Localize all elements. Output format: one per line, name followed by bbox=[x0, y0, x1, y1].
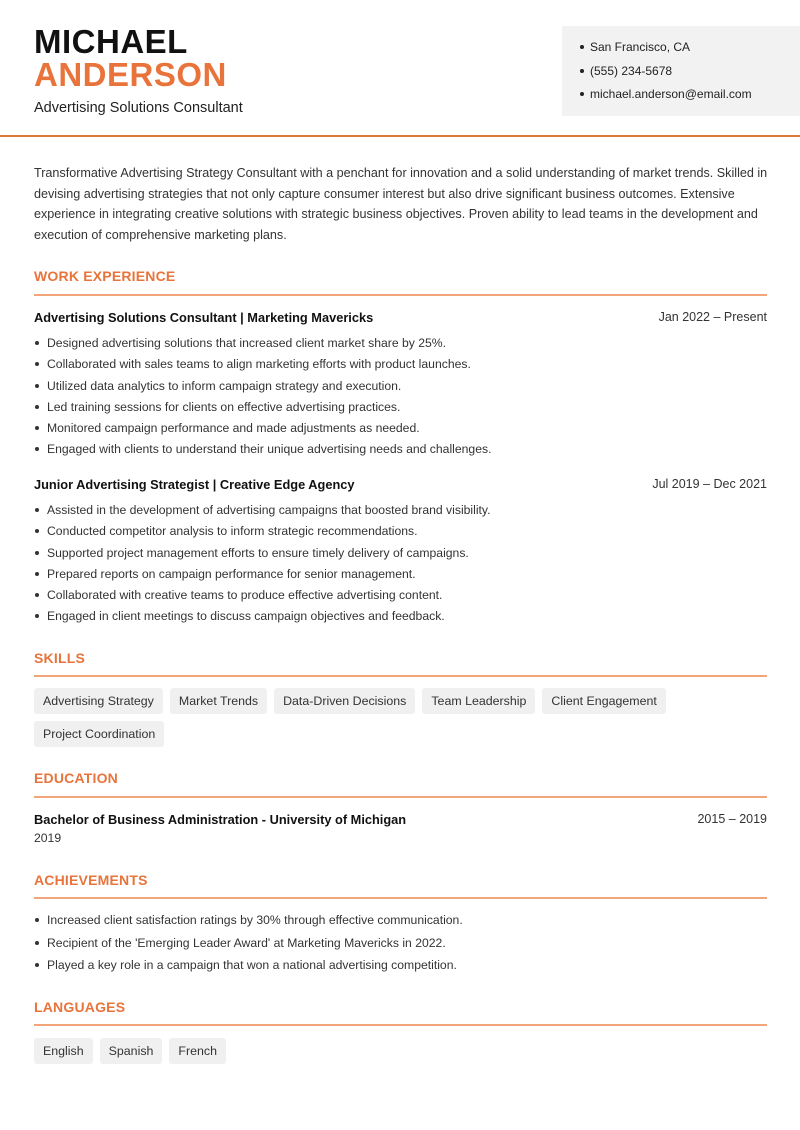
list-item: Collaborated with creative teams to produce effective advertising content. bbox=[34, 585, 767, 606]
education-entry bbox=[34, 812, 767, 827]
graduation-year: 2019 bbox=[34, 831, 62, 845]
job-bullets bbox=[34, 500, 767, 628]
job-bullets bbox=[34, 333, 767, 461]
resume-header bbox=[0, 0, 800, 137]
section-divider bbox=[34, 796, 767, 798]
list-item: Increased client satisfaction ratings by 30% through effective communication. bbox=[34, 910, 767, 933]
achievements-heading: ACHIEVEMENTS bbox=[34, 872, 148, 888]
list-item: Conducted competitor analysis to inform strategic recommendations. bbox=[34, 521, 767, 542]
list-item: Recipient of the 'Emerging Leader Award' at Marketing Mavericks in 2022. bbox=[34, 933, 767, 956]
skill-chip: Team Leadership bbox=[422, 688, 535, 714]
list-item: Led training sessions for clients on effective advertising practices. bbox=[34, 397, 767, 418]
skills-chips bbox=[34, 688, 767, 747]
work-experience-heading: WORK EXPERIENCE bbox=[34, 268, 176, 284]
language-chip: French bbox=[169, 1038, 226, 1064]
skill-chip: Data-Driven Decisions bbox=[274, 688, 415, 714]
job-role: Advertising Solutions Consultant | Marketing Mavericks bbox=[34, 310, 374, 325]
first-name: MICHAEL bbox=[34, 23, 188, 60]
job-header bbox=[34, 310, 767, 325]
education-dates: 2015 – 2019 bbox=[697, 812, 767, 826]
list-item: Supported project management efforts to ensure timely delivery of campaigns. bbox=[34, 543, 767, 564]
degree: Bachelor of Business Administration - University of Michigan bbox=[34, 812, 407, 827]
list-item: Monitored campaign performance and made adjustments as needed. bbox=[34, 418, 767, 439]
list-item: Collaborated with sales teams to align marketing efforts with product launches. bbox=[34, 354, 767, 375]
summary: Transformative Advertising Strategy Consultant with a penchant for innovation and a solid understanding of market trends. Skilled in devising advertising strategies that not only capture consumer interest but also drive significant business outcomes. Extensive experience in integrating creative solutions with strategic business objectives. Proven ability to lead teams in the development and execution of comprehensive marketing plans. bbox=[34, 166, 768, 242]
list-item: Assisted in the development of advertising campaigns that boosted brand visibility. bbox=[34, 500, 767, 521]
section-divider bbox=[34, 1024, 767, 1026]
job-header bbox=[34, 477, 767, 492]
section-divider bbox=[34, 294, 767, 296]
education-heading: EDUCATION bbox=[34, 770, 118, 786]
contact-location: San Francisco, CA bbox=[580, 36, 800, 60]
contact-email[interactable]: michael.anderson@email.com bbox=[580, 83, 800, 107]
language-chip: English bbox=[34, 1038, 93, 1064]
skill-chip: Client Engagement bbox=[542, 688, 665, 714]
skill-chip: Advertising Strategy bbox=[34, 688, 163, 714]
skill-chip: Market Trends bbox=[170, 688, 267, 714]
languages-heading: LANGUAGES bbox=[34, 999, 126, 1015]
job-title: Advertising Solutions Consultant bbox=[34, 100, 243, 116]
list-item: Prepared reports on campaign performance for senior management. bbox=[34, 564, 767, 585]
list-item: Utilized data analytics to inform campaign strategy and execution. bbox=[34, 376, 767, 397]
skills-heading: SKILLS bbox=[34, 650, 85, 666]
job-dates: Jan 2022 – Present bbox=[658, 310, 767, 324]
list-item: Played a key role in a campaign that won a national advertising competition. bbox=[34, 955, 767, 978]
job-dates: Jul 2019 – Dec 2021 bbox=[652, 477, 767, 491]
language-chips bbox=[34, 1038, 767, 1064]
list-item: Engaged with clients to understand their unique advertising needs and challenges. bbox=[34, 439, 767, 460]
section-divider bbox=[34, 675, 767, 677]
list-item: Engaged in client meetings to discuss campaign objectives and feedback. bbox=[34, 606, 767, 627]
list-item: Designed advertising solutions that increased client market share by 25%. bbox=[34, 333, 767, 354]
job-role: Junior Advertising Strategist | Creative Edge Agency bbox=[34, 477, 355, 492]
last-name: ANDERSON bbox=[34, 56, 227, 93]
skill-chip: Project Coordination bbox=[34, 721, 164, 747]
section-divider bbox=[34, 897, 767, 899]
contact-box bbox=[562, 26, 800, 116]
achievements-list bbox=[34, 910, 767, 978]
contact-phone: (555) 234-5678 bbox=[580, 60, 800, 84]
language-chip: Spanish bbox=[100, 1038, 163, 1064]
